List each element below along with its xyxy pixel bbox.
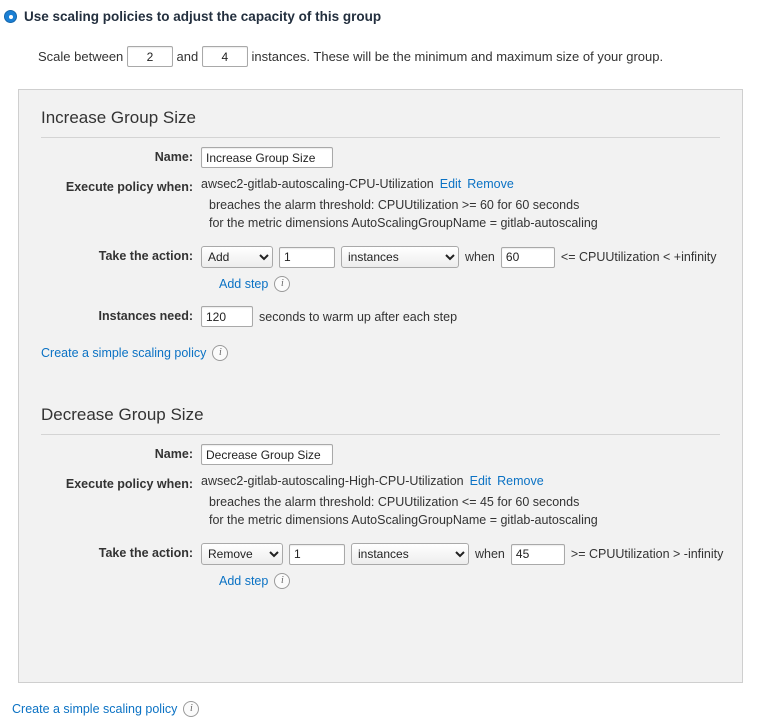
policy-amount-input[interactable] [279,247,335,268]
policy-name-label: Name: [154,447,193,461]
policy-name-row [19,138,742,168]
policy-dimension-line: for the metric dimensions AutoScalingGroupName = gitlab-autoscaling [209,216,598,230]
policy-when-text: when [465,250,495,264]
policy-remove-link[interactable]: Remove [497,474,544,488]
scale-between-prefix: Scale between [38,49,124,64]
policy-execute-row [19,465,742,491]
policy-remove-link[interactable]: Remove [467,177,514,191]
max-size-input[interactable] [202,46,248,67]
policy-comparison-text: <= CPUUtilization < +infinity [560,250,717,264]
policy-title: Decrease Group Size [41,405,204,424]
min-size-input[interactable] [127,46,173,67]
create-simple-scaling-policy-link-footer[interactable]: Create a simple scaling policy [12,702,178,716]
policy-threshold-input[interactable] [511,544,565,565]
add-step-link[interactable]: Add step [219,574,269,588]
policy-execute-label: Execute policy when: [65,180,193,194]
info-icon[interactable]: i [183,701,199,717]
policy-action-label: Take the action: [98,546,193,560]
policy-name-input[interactable] [201,444,333,465]
policy-edit-link[interactable]: Edit [469,474,492,488]
radio-selected-icon[interactable] [4,10,17,23]
policy-edit-link[interactable]: Edit [439,177,462,191]
footer-simple-policy-row [0,683,761,717]
policy-warmup-row [19,292,742,327]
policy-dimension-line: for the metric dimensions AutoScalingGroupName = gitlab-autoscaling [209,513,598,527]
policy-action-row [19,527,742,565]
policy-add-step-row [19,268,742,292]
policy-add-step-row [19,565,742,589]
policy-warmup-suffix: seconds to warm up after each step [259,309,458,324]
policy-action-select[interactable] [201,246,273,268]
policy-breach-line: breaches the alarm threshold: CPUUtilization <= 45 for 60 seconds [209,495,580,509]
policy-simple-policy-row [19,327,742,361]
create-simple-scaling-policy-link[interactable]: Create a simple scaling policy [41,346,207,360]
policy-action-row [19,230,742,268]
scaling-policies-radio-row[interactable] [0,0,761,24]
policy-unit-select[interactable] [351,543,469,565]
info-icon[interactable]: i [212,345,228,361]
policy-alarm-name: awsec2-gitlab-autoscaling-CPU-Utilization [201,177,434,191]
scaling-policies-radio-label: Use scaling policies to adjust the capacity of this group [24,9,382,24]
policy-execute-label: Execute policy when: [65,477,193,491]
policy-amount-input[interactable] [289,544,345,565]
info-icon[interactable]: i [274,276,290,292]
policy-increase-group-size [19,90,742,361]
policy-action-label: Take the action: [98,249,193,263]
policy-gap [19,361,742,387]
policy-unit-select[interactable] [341,246,459,268]
policy-warmup-label: Instances need: [98,309,193,323]
policy-execute-row [19,168,742,194]
policy-action-select[interactable] [201,543,283,565]
scale-between-suffix: instances. These will be the minimum and maximum size of your group. [251,49,664,64]
policy-decrease-group-size [19,387,742,589]
policy-title: Increase Group Size [41,108,196,127]
policy-comparison-text: >= CPUUtilization > -infinity [570,547,724,561]
policy-when-text: when [475,547,505,561]
policy-name-row [19,435,742,465]
add-step-link[interactable]: Add step [219,277,269,291]
scale-between-and: and [176,49,199,64]
policy-name-input[interactable] [201,147,333,168]
policy-alarm-name: awsec2-gitlab-autoscaling-High-CPU-Utilization [201,474,464,488]
info-icon[interactable]: i [274,573,290,589]
scale-between-row [0,24,761,67]
policy-breach-line: breaches the alarm threshold: CPUUtilization >= 60 for 60 seconds [209,198,580,212]
policy-warmup-input[interactable] [201,306,253,327]
policy-threshold-input[interactable] [501,247,555,268]
policy-name-label: Name: [154,150,193,164]
scaling-policies-panel [18,89,743,683]
